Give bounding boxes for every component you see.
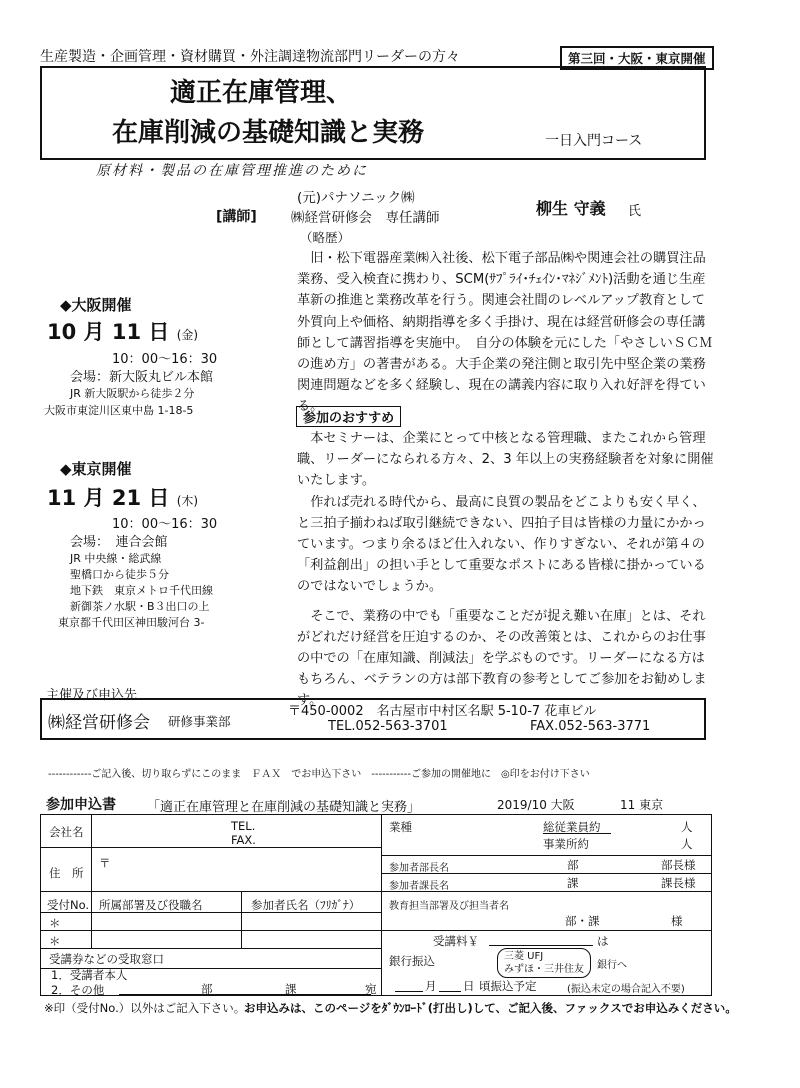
bank-option-2[interactable]: みずほ・三井住友 [504, 964, 584, 975]
host-name: ㈱経営研修会 [48, 713, 150, 733]
tokyo-address: 東京都千代田区神田駿河台 3- [58, 616, 205, 629]
div-head-label: 参加者課長名 [389, 881, 449, 892]
ticket-ate: 宛 [365, 982, 377, 996]
tel-label: TEL. [231, 819, 256, 833]
host-tel: TEL.052-563-3701 [328, 719, 448, 734]
recommend-paragraph-2: 作れば売れる時代から、最高に良質の製品をどこよりも安く早く、と三拍子揃わねば取引継続できない、四拍子目は皆様の力量にかかっています。つまり余るほど仕入れない、作りすぎない、それが第４の「利益創出」の担い手として重要なポストにある皆様に掛かっているのではないでしょうか。 [297, 494, 706, 595]
subtitle: 原材料・製品の在庫管理推進のために [96, 163, 368, 179]
bank-transfer-label: 銀行振込 [389, 954, 435, 968]
recommend-paragraph-3: そこで、業務の中でも「重要なことだが捉え難い在庫」とは、それがどれだけ経営を圧迫するのか、その改善策とは、これからのお仕事の中での「在庫知識、削減法」を学ぶものです。リーダーになる方はもちろん、ベテランの方は部下教育の参考としてご参加をお勧めします。 [297, 608, 707, 709]
industry-label: 業種 [389, 820, 412, 834]
recommend-paragraph-1: 本セミナーは、企業にとって中核となる管理職、またこれから管理職、リーダーになられる方々、2、3 年以上の実務経験者を対象に開催いたします。 [297, 431, 714, 489]
tokyo-access-line-4: 新御茶ノ水駅・B３出口の上 [70, 600, 210, 613]
lecturer-label: [講師] [216, 209, 257, 225]
tokyo-heading: ◆東京開催 [60, 460, 132, 478]
tokyo-access-line-1: JR 中央線・総武線 [70, 552, 162, 565]
row-1-star: ＊ [49, 916, 61, 930]
fax-label: FAX. [231, 833, 256, 847]
recommend-label: 参加のおすすめ [296, 406, 401, 427]
audience-line: 生産製造・企画管理・資材購買・外注調達物流部門リーダーの方々 [40, 49, 460, 65]
bank-option-1[interactable]: 三菱 UFJ [504, 951, 544, 962]
edu-contact-sama: 様 [671, 914, 683, 928]
osaka-time: 10：00～16：30 [112, 352, 218, 367]
edu-contact-bu-ka: 部・課 [565, 914, 600, 928]
recommend-body [297, 428, 715, 712]
div-head-ka: 課 [567, 876, 579, 890]
host-fax: FAX.052-563-3771 [530, 719, 651, 734]
tokyo-access-line-3: 地下鉄 東京メトロ千代田線 [70, 584, 213, 597]
ticket-bu: 部 [201, 982, 213, 996]
offices-unit: 人 [681, 837, 693, 851]
reception-no-label: 受付No. [47, 898, 90, 912]
dept-role-label: 所属部署及び役職名 [99, 898, 203, 912]
div-head-sama: 課長様 [661, 876, 696, 890]
application-form [40, 814, 712, 996]
employees-label: 総従業員約 [543, 820, 601, 834]
offices-label: 事業所約 [543, 837, 589, 851]
edu-contact-label: 教育担当部署及び担当者名 [389, 901, 509, 912]
session-badge: 第三回・大阪・東京開催 [560, 46, 714, 70]
participant-name-label: 参加者氏名（ﾌﾘｶﾞﾅ） [251, 898, 361, 912]
employees-unit: 人 [681, 820, 693, 834]
tokyo-weekday: (木) [176, 494, 199, 508]
osaka-heading: ◆大阪開催 [60, 296, 132, 314]
bank-to: 銀行へ [597, 960, 627, 971]
ticket-option-2: 2．その他 [51, 983, 105, 997]
osaka-date-text: 10 月 11 日 [47, 320, 170, 344]
lecturer-honorific: 氏 [628, 204, 642, 219]
tokyo-access-line-2: 聖橋口から徒歩５分 [70, 568, 169, 581]
tokyo-date-text: 11 月 21 日 [47, 486, 170, 510]
lecturer-name: 柳生 守義 [536, 199, 606, 218]
dept-head-label: 参加者部長名 [389, 863, 449, 874]
course-type: 一日入門コース [545, 133, 643, 149]
title-line-2: 在庫削減の基礎知識と実務 [112, 118, 425, 148]
dept-head-sama: 部長様 [661, 858, 696, 872]
footer-note-1: ※印（受付No.）以外はご記入下さい。 [44, 1001, 246, 1015]
fee-label: 受講料￥ [433, 934, 479, 948]
fee-suffix: は [597, 934, 609, 948]
form-schedule-tokyo[interactable]: 11 東京 [620, 798, 664, 812]
row-2-star: ＊ [49, 934, 61, 948]
osaka-access: JR 新大阪駅から徒歩２分 [70, 387, 195, 400]
pay-note: (振込未定の場合記入不要) [567, 984, 685, 995]
pay-day: 日 [463, 979, 475, 993]
ticket-option-1: 1．受講者本人 [51, 968, 128, 982]
bank-options[interactable] [497, 948, 591, 978]
footer-note-2: お申込みは、このページをﾀﾞｳﾝﾛｰﾄﾞ(打出し)して、ご記入後、ファックスでお申込みください。 [244, 1001, 737, 1015]
lecturer-bio: 旧・松下電器産業㈱入社後、松下電子部品㈱や関連会社の購買注品業務、受入検査に携わり、SCM(ｻﾌﾟﾗｲ･ﾁｪｲﾝ･ﾏﾈｼﾞﾒﾝﾄ)活動を通じ生産革新の推進と業務改革を行う。関連会社間のレベルアップ教育として外質向上や価格、納期指導を多く手掛け、現在は経営研修会の専任講師として講習指導を実施中。 自分の体験を元にした「やさしいＳＣＭの進め方」の著書がある。大手企業の発注側と取引先中堅企業の業務関連問題などを多く経験し、現在の講義内容に取り入れ好評を得ている。 [297, 251, 713, 415]
pay-month: 月 [425, 979, 437, 993]
osaka-venue: 会場：新大阪丸ビル本館 [70, 370, 214, 385]
osaka-date [47, 316, 198, 346]
fax-instruction: ------------ご記入後、切り取らずにこのまま ＦＡＸ でお申込下さい -----------ご参加の開催地に ◎印をお付け下さい [48, 769, 590, 780]
lecturer-current-org: ㈱経営研修会 専任講師 [291, 210, 440, 226]
lecturer-history-label: （略歴） [300, 230, 351, 245]
address-label: 住 所 [49, 866, 84, 880]
lecturer-former-org: (元)パナソニック㈱ [297, 190, 415, 206]
host-address: 〒450-0002 名古屋市中村区名駅 5-10-7 花車ビル [288, 704, 597, 719]
title-line-1: 適正在庫管理、 [170, 78, 353, 108]
pay-plan: 頃振込予定 [479, 979, 537, 993]
dept-head-bu: 部 [567, 858, 579, 872]
ticket-ka: 課 [285, 982, 297, 996]
ticket-label: 受講券などの受取窓口 [49, 952, 164, 966]
company-label: 会社名 [49, 825, 84, 839]
osaka-weekday: (金) [176, 328, 199, 342]
osaka-address: 大阪市東淀川区東中島 1-18-5 [44, 404, 194, 417]
form-title: 参加申込書 [46, 797, 116, 813]
postal-mark: 〒 [99, 856, 111, 870]
tokyo-time: 10：00～16：30 [112, 517, 218, 532]
form-course: 「適正在庫管理と在庫削減の基礎知識と実務」 [147, 800, 421, 815]
tokyo-date [47, 482, 198, 512]
host-dept: 研修事業部 [168, 714, 231, 729]
host-label: 主催及び申込先 [46, 688, 138, 703]
tokyo-venue: 会場： 連合会館 [70, 535, 168, 550]
form-schedule-osaka[interactable]: 2019/10 大阪 [497, 798, 575, 812]
